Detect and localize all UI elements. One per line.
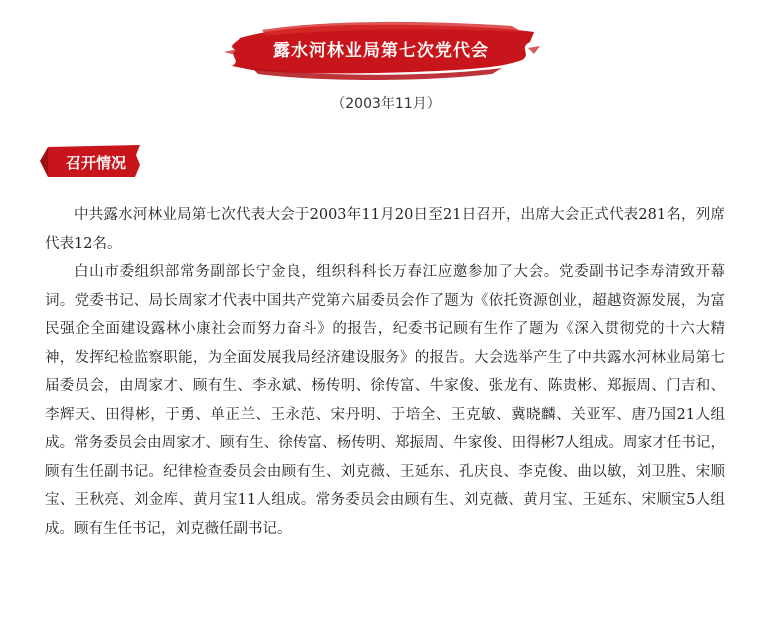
banner-title: 露水河林业局第七次党代会 (273, 41, 489, 61)
section-heading (40, 143, 140, 179)
section-heading-label: 召开情况 (66, 154, 127, 172)
paragraph: 中共露水河林业局第七次代表大会于2003年11月20日至21日召开，出席大会正式代表281名，列席代表12名。 (45, 207, 725, 252)
article-body (45, 201, 725, 543)
title-banner (222, 8, 540, 88)
paragraph: 白山市委组织部常务副部长宁金良，组织科科长万春江应邀参加了大会。党委副书记李寿清致开幕词。党委书记、局长周家才代表中国共产党第六届委员会作了题为《依托资源创业，超越资源发展，为富民强企全面建设露林小康社会而努力奋斗》的报告，纪委书记顾有生作了题为《深入贯彻党的十六大精神，发挥纪检监察职能，为全面发展我局经济建设服务》的报告。大会选举产生了中共露水河林业局第七届委员会，由周家才、顾有生、李永斌、杨传明、徐传富、牛家俊、张龙有、陈贵彬、郑振周、门吉和、李辉天、田得彬，于勇、单正兰、王永范、宋丹明、于培全、王克敏、冀晓麟、关亚军、唐乃国21人组成。常务委员会由周家才、顾有生、徐传富、杨传明、郑振周、牛家俊、田得彬7人组成。周家才任书记，顾有生任副书记。纪律检查委员会由顾有生、刘克薇、王延东、孔庆良、李克俊、曲以敏，刘卫胜、宋顺宝、王秋亮、刘金库、黄月宝11人组成。常务委员会由顾有生、刘克薇、黄月宝、王延东、宋顺宝5人组成。顾有生任书记，刘克薇任副书记。 (45, 264, 725, 537)
date-subtitle: （2003年11月） (331, 96, 441, 112)
